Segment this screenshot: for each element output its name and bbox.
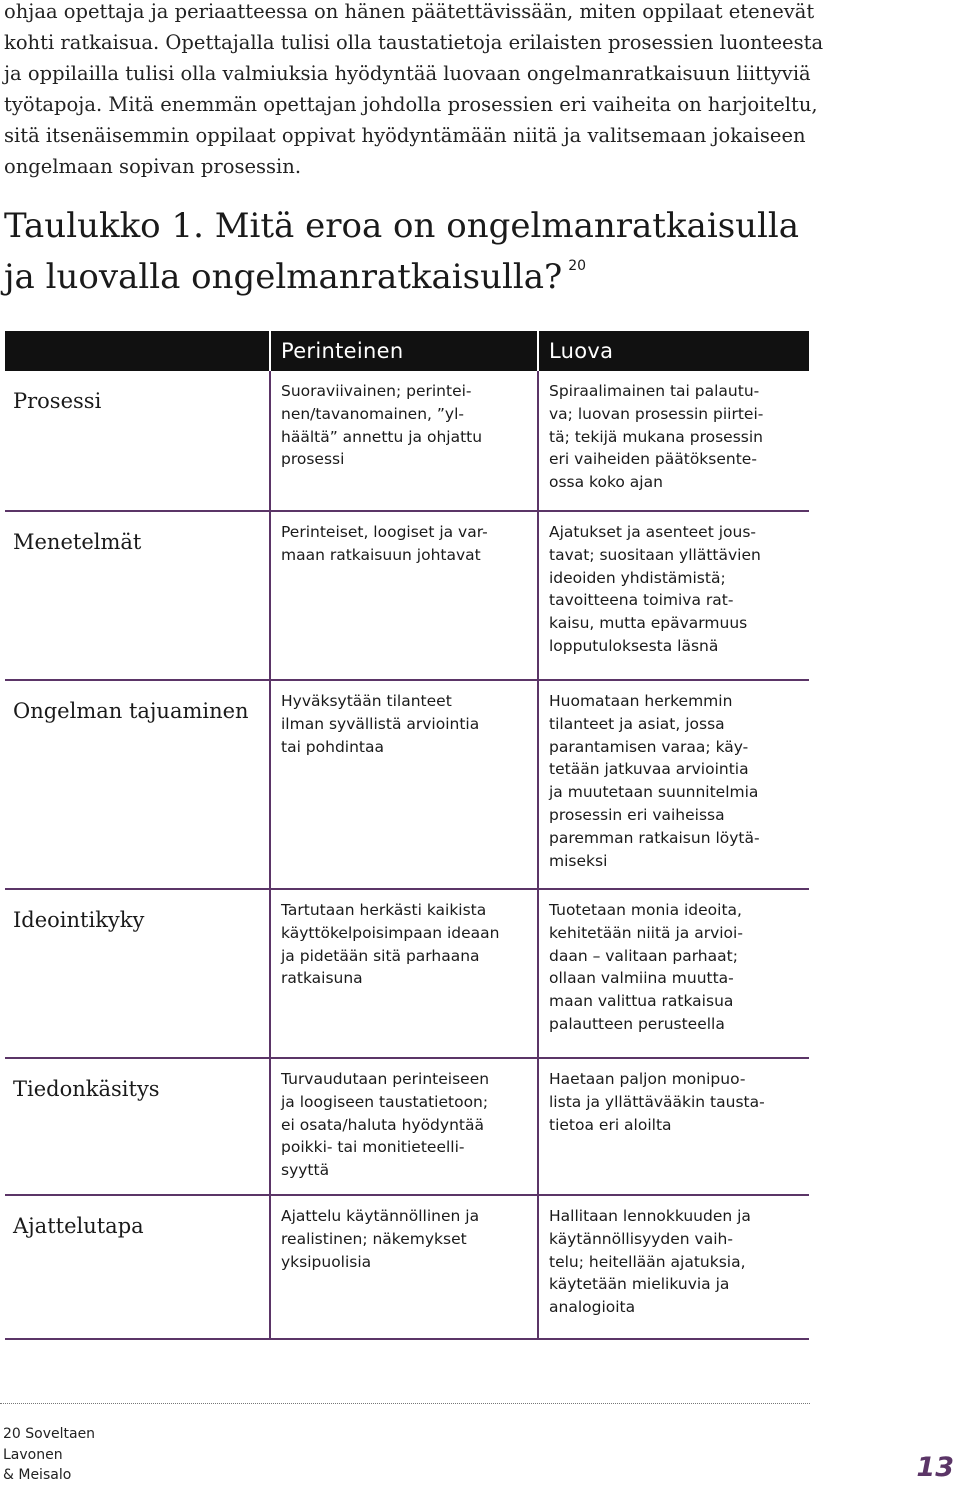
cell-line: maan ratkaisuun johtavat bbox=[281, 545, 481, 564]
cell-traditional bbox=[270, 371, 538, 511]
cell-creative bbox=[538, 889, 809, 1058]
cell-line: Tuotetaan monia ideoita, bbox=[549, 901, 742, 919]
cell-line: va; luovan prosessin piirtei- bbox=[549, 404, 764, 423]
footnote-line: & Meisalo bbox=[3, 1467, 72, 1483]
intro-line: sitä itsenäisemmin oppilaat oppivat hyödyntämään niitä ja valitsemaan jokaiseen bbox=[4, 124, 806, 147]
cell-line: prosessin eri vaiheissa bbox=[549, 805, 725, 824]
table-row bbox=[5, 1058, 809, 1195]
cell-line: poikki- tai monitieteelli- bbox=[281, 1138, 465, 1157]
cell-line: Hyväksytään tilanteet bbox=[281, 692, 452, 710]
cell-line: Hallitaan lennokkuuden ja bbox=[549, 1207, 751, 1225]
cell-line: eri vaiheiden päätöksente- bbox=[549, 450, 757, 469]
header-traditional: Perinteinen bbox=[270, 331, 538, 371]
cell-line: tavoitteena toimiva rat- bbox=[549, 591, 734, 610]
cell-line: ja muutetaan suunnitelmia bbox=[549, 783, 759, 802]
row-label: Ongelman tajuaminen bbox=[5, 680, 270, 889]
cell-line: Suoraviivainen; perintei- bbox=[281, 382, 472, 400]
intro-line: ongelmaan sopivan prosessin. bbox=[4, 155, 302, 178]
cell-line: yksipuolisia bbox=[281, 1252, 372, 1271]
table-row bbox=[5, 371, 809, 511]
cell-line: lopputuloksesta läsnä bbox=[549, 636, 719, 655]
row-label: Prosessi bbox=[5, 371, 270, 511]
cell-line: ilman syvällistä arviointia bbox=[281, 714, 480, 733]
cell-line: tä; tekijä mukana prosessin bbox=[549, 427, 763, 446]
cell-line: tai pohdintaa bbox=[281, 737, 384, 756]
caption-line-2 bbox=[4, 246, 799, 297]
cell-line: käytetään mielikuvia ja bbox=[549, 1275, 730, 1294]
intro-line: työtapoja. Mitä enemmän opettajan johdolla prosessien eri vaiheita on harjoiteltu, bbox=[4, 93, 818, 116]
header-creative: Luova bbox=[538, 331, 809, 371]
cell-line: tilanteet ja asiat, jossa bbox=[549, 714, 725, 733]
cell-line: ossa koko ajan bbox=[549, 473, 663, 492]
footnote-divider bbox=[0, 1403, 810, 1404]
comparison-table bbox=[5, 331, 809, 1340]
cell-line: Haetaan paljon monipuo- bbox=[549, 1070, 746, 1088]
cell-line: Ajattelu käytännöllinen ja bbox=[281, 1207, 480, 1225]
cell-traditional bbox=[270, 680, 538, 889]
cell-line: palautteen perusteella bbox=[549, 1014, 725, 1033]
cell-line: prosessi bbox=[281, 450, 345, 469]
cell-line: lista ja yllättävääkin tausta- bbox=[549, 1092, 765, 1111]
cell-line: kehitetään niitä ja arvioi- bbox=[549, 923, 743, 942]
page-number: 13 bbox=[916, 1452, 954, 1483]
table-caption bbox=[4, 206, 799, 297]
intro-line: ohjaa opettaja ja periaatteessa on hänen päätettävissään, miten oppilaat etenevät bbox=[4, 0, 815, 23]
cell-creative bbox=[538, 680, 809, 889]
table-row bbox=[5, 1195, 809, 1339]
cell-traditional bbox=[270, 1058, 538, 1195]
cell-line: realistinen; näkemykset bbox=[281, 1229, 467, 1248]
intro-line: kohti ratkaisua. Opettajalla tulisi olla taustatietoja erilaisten prosessien luonteesta bbox=[4, 31, 824, 54]
cell-traditional bbox=[270, 889, 538, 1058]
caption-line-2-text: ja luovalla ongelmanratkaisulla? bbox=[4, 257, 563, 297]
cell-line: nen/tavanomainen, ”yl- bbox=[281, 404, 465, 423]
cell-line: tavat; suositaan yllättävien bbox=[549, 545, 761, 564]
cell-line: käyttökelpoisimpaan ideaan bbox=[281, 923, 500, 942]
cell-line: ja loogiseen taustatietoon; bbox=[281, 1092, 489, 1111]
cell-line: telu; heitellään ajatuksia, bbox=[549, 1252, 746, 1271]
cell-line: daan – valitaan parhaat; bbox=[549, 946, 738, 965]
cell-traditional bbox=[270, 511, 538, 680]
cell-line: Huomataan herkemmin bbox=[549, 692, 733, 710]
row-label: Ajattelutapa bbox=[5, 1195, 270, 1339]
cell-creative bbox=[538, 511, 809, 680]
table-row bbox=[5, 680, 809, 889]
cell-line: ja pidetään sitä parhaana bbox=[281, 946, 480, 965]
row-label: Menetelmät bbox=[5, 511, 270, 680]
cell-line: tetään jatkuvaa arviointia bbox=[549, 760, 749, 779]
cell-line: analogioita bbox=[549, 1298, 636, 1317]
cell-line: tietoa eri aloilta bbox=[549, 1115, 672, 1134]
cell-creative bbox=[538, 1195, 809, 1339]
cell-line: käytännöllisyyden vaih- bbox=[549, 1229, 733, 1248]
footnote-line: 20 Soveltaen bbox=[3, 1426, 96, 1442]
cell-line: Ajatukset ja asenteet jous- bbox=[549, 523, 757, 541]
cell-line: kaisu, mutta epävarmuus bbox=[549, 614, 748, 633]
intro-paragraph bbox=[4, 0, 824, 182]
table-row bbox=[5, 511, 809, 680]
intro-line: ja oppilailla tulisi olla valmiuksia hyödyntää luovaan ongelmanratkaisuun liittyviä bbox=[4, 62, 811, 85]
table-row bbox=[5, 889, 809, 1058]
cell-traditional bbox=[270, 1195, 538, 1339]
header-empty bbox=[5, 331, 270, 371]
footnote-reference: 20 bbox=[568, 258, 587, 274]
caption-line-1: Taulukko 1. Mitä eroa on ongelmanratkaisulla bbox=[4, 206, 800, 246]
cell-line: Spiraalimainen tai palautu- bbox=[549, 382, 760, 400]
table-header-row bbox=[5, 331, 809, 371]
cell-line: miseksi bbox=[549, 851, 608, 870]
cell-creative bbox=[538, 1058, 809, 1195]
cell-line: ideoiden yhdistämistä; bbox=[549, 568, 726, 587]
cell-creative bbox=[538, 371, 809, 511]
cell-line: Perinteiset, loogiset ja var- bbox=[281, 523, 488, 541]
row-label: Tiedonkäsitys bbox=[5, 1058, 270, 1195]
footnote-line: Lavonen bbox=[3, 1446, 63, 1463]
cell-line: ollaan valmiina muutta- bbox=[549, 969, 734, 988]
cell-line: paremman ratkaisun löytä- bbox=[549, 828, 760, 847]
cell-line: maan valittua ratkaisua bbox=[549, 992, 734, 1011]
row-label: Ideointikyky bbox=[5, 889, 270, 1058]
cell-line: häältä” annettu ja ohjattu bbox=[281, 427, 483, 446]
cell-line: Tartutaan herkästi kaikista bbox=[281, 901, 487, 919]
cell-line: ratkaisuna bbox=[281, 969, 363, 988]
cell-line: parantamisen varaa; käy- bbox=[549, 737, 749, 756]
cell-line: Turvaudutaan perinteiseen bbox=[281, 1070, 490, 1088]
cell-line: syyttä bbox=[281, 1161, 330, 1180]
cell-line: ei osata/haluta hyödyntää bbox=[281, 1115, 484, 1134]
footnote bbox=[3, 1424, 95, 1486]
